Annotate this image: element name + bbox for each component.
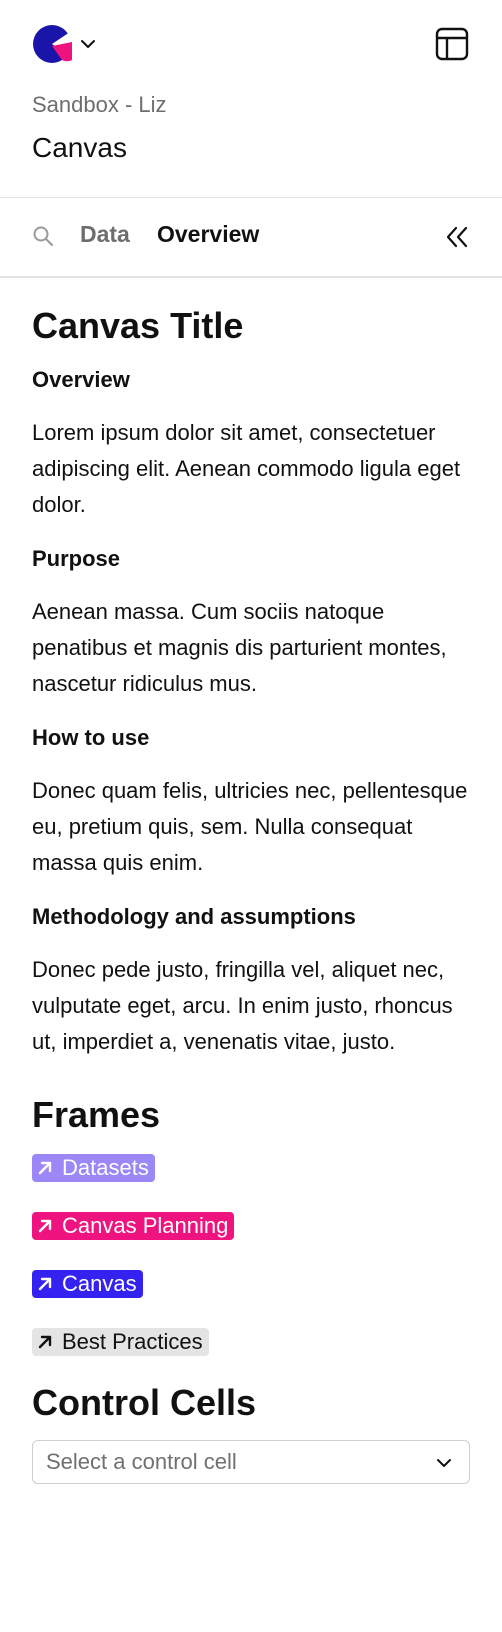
arrow-up-right-icon <box>36 1159 54 1177</box>
arrow-up-right-icon <box>36 1333 54 1351</box>
frame-link-canvas[interactable] <box>32 1270 143 1298</box>
section-overview <box>32 365 472 523</box>
section-heading: Purpose <box>32 546 121 571</box>
frames-heading: Frames <box>32 1094 161 1135</box>
frame-link-label: Best Practices <box>62 1329 203 1354</box>
arrow-up-right-icon <box>36 1217 54 1235</box>
app-header <box>0 0 502 198</box>
frame-link-datasets[interactable] <box>32 1154 155 1182</box>
section-how-to-use <box>32 723 472 881</box>
section-heading: Overview <box>32 367 130 392</box>
tab-overview[interactable]: Overview <box>157 221 260 247</box>
workspace-name: Sandbox - Liz <box>32 92 167 117</box>
control-cell-select[interactable] <box>32 1440 470 1484</box>
frame-link-label: Canvas <box>62 1271 137 1296</box>
frame-link-label: Datasets <box>62 1155 149 1180</box>
arrow-up-right-icon <box>36 1275 54 1293</box>
frames-list <box>32 1154 472 1372</box>
section-methodology <box>32 902 472 1060</box>
canvas-title: Canvas Title <box>32 305 244 346</box>
frame-link-best-practices[interactable] <box>32 1328 209 1356</box>
section-body: Lorem ipsum dolor sit amet, consectetuer adipiscing elit. Aenean commodo ligula eget dolor. <box>32 420 461 517</box>
app-logo-icon <box>32 24 72 64</box>
layout-panel-icon[interactable] <box>434 26 470 62</box>
section-purpose <box>32 544 472 702</box>
control-cells-heading: Control Cells <box>32 1382 257 1423</box>
section-body: Aenean massa. Cum sociis natoque penatibus et magnis dis parturient montes, nascetur ridiculus mus. <box>32 599 447 696</box>
app-name: Canvas <box>32 132 127 163</box>
overview-panel <box>32 305 472 1484</box>
section-heading: Methodology and assumptions <box>32 904 356 929</box>
section-body: Donec pede justo, fringilla vel, aliquet nec, vulputate eget, arcu. In enim justo, rhoncus ut, imperdiet a, venenatis vitae, justo. <box>32 957 453 1054</box>
chevron-down-icon <box>435 1454 453 1472</box>
search-icon[interactable] <box>32 225 54 247</box>
tab-data[interactable]: Data <box>80 221 130 247</box>
frame-link-canvas-planning[interactable] <box>32 1212 234 1240</box>
chevron-down-icon <box>78 34 98 54</box>
section-heading: How to use <box>32 725 150 750</box>
section-body: Donec quam felis, ultricies nec, pellentesque eu, pretium quis, sem. Nulla consequat massa quis enim. <box>32 778 468 875</box>
frame-link-label: Canvas Planning <box>62 1213 229 1238</box>
select-placeholder: Select a control cell <box>46 1449 237 1474</box>
tab-bar <box>0 198 502 278</box>
app-switcher[interactable] <box>32 24 98 64</box>
double-chevron-left-icon[interactable] <box>444 224 470 250</box>
